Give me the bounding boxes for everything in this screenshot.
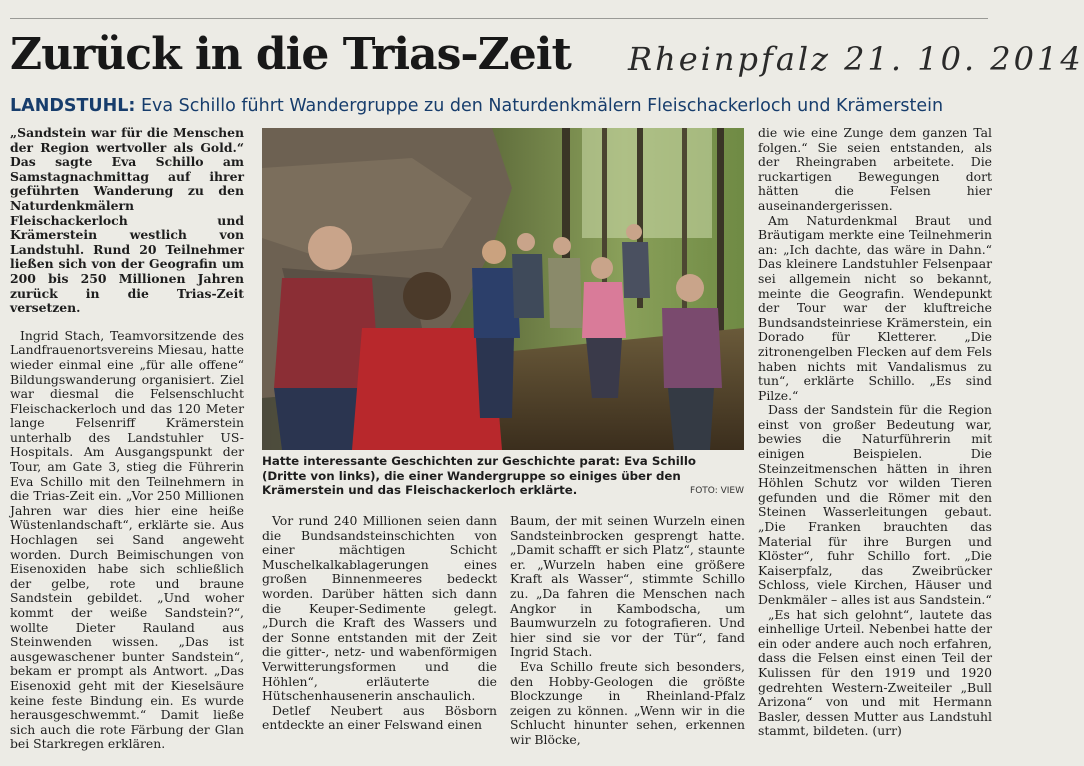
body-paragraph: Am Naturdenkmal Braut und Bräutigam merkte eine Teilnehmerin an: „Ich dachte, das wäre in Dahn.“ Das kleinere Landstuhler Felsenpaar sei allgemein nicht so bekannt, meinte die Geografin. Wendepunkt der Tour war der kluftreiche Bundsandsteinriese Krämerstein, ein Dorado für Kletterer. „Die zitronengelben Flecken auf dem Fels haben nichts mit Vandalismus zu tun“, erklärte Schillo. „Es sind Pilze.“: [758, 212, 992, 403]
body-paragraph: „Es hat sich gelohnt“, lautete das einhellige Urteil. Nebenbei hatte der ein oder andere auch noch erfahren, dass die Felsen einst einen Teil der Kulissen für den 1919 und 1920 gedrehten Western-Zweiteiler „Bull Arizona“ von und mit Hermann Basler, dessen Mutter aus Landstuhl stammt, bildeten. (urr): [758, 606, 992, 739]
top-rule: [10, 18, 988, 19]
headline: Zurück in die Trias-Zeit: [10, 29, 571, 80]
lead-paragraph: „Sandstein war für die Menschen der Region wertvoller als Gold.“ Das sagte Eva Schillo am Samstagnachmittag auf ihrer geführten Wanderung zu den Naturdenkmälern Fleischackerloch und Krämerstein westlich von Landstuhl. Rund 20 Teilnehmer ließen sich von der Geografin um 200 bis 250 Millionen Jahren zurück in die Trias-Zeit versetzen.: [10, 125, 244, 316]
subheadline-text: Eva Schillo führt Wandergruppe zu den Naturdenkmälern Fleischackerloch und Krämerstein: [135, 96, 944, 116]
article-column-3: [510, 514, 745, 760]
body-paragraph: Ingrid Stach, Teamvorsitzende des Landfrauenortsvereins Miesau, hatte wieder einmal eine „für alle offene“ Bildungswanderung organisiert. Ziel war diesmal die Felsenschlucht Fleischackerloch und das 120 Meter lange Felsenriff Krämerstein unterhalb des Landstuhler US-Hospitals. Am Ausgangspunkt der Tour, am Gate 3, stieg die Führerin Eva Schillo mit den Teilnehmern in die Trias-Zeit ein. „Vor 250 Millionen Jahren war dies hier eine heiße Wüstenlandschaft“, erklärte sie. Aus Hochlagen sei Sand angeweht worden. Durch Beimischungen von Eisenoxiden habe sich schließlich der gelbe, rote und braune Sandstein gebildet. „Und woher kommt der weiße Sandstein?“, wollte Dieter Rauland aus Steinwenden wissen. „Das ist ausgewaschener bunter Sandstein“, bekam er prompt als Antwort. „Das Eisenoxid geht mit der Kieselsäure keine feste Bindung ein. Es wurde herausgeschwemmt.“ Damit ließe sich auch die rote Färbung der Glan bei Starkregen erklären.: [10, 327, 244, 752]
photo-caption: Hatte interessante Geschichten zur Geschichte parat: Eva Schillo (Dritte von links), die einer Wandergruppe so einiges über den Krämerstein und das Fleischackerloch erklärte.: [262, 454, 697, 497]
photo-credit: FOTO: VIEW: [690, 486, 744, 496]
body-paragraph: Vor rund 240 Millionen seien dann die Bundsandsteinschichten von einer mächtigen Schicht Muschelkalkablagerungen eines großen Binnenmeeres bedeckt worden. Darüber hätten sich dann die Keuper-Sedimente gelegt. „Durch die Kraft des Wassers und der Sonne entstanden mit der Zeit die gitter-, netz- und wabenförmigen Verwitterungsformen und die Höhlen“, erläuterte die Hütschenhausenerin anschaulich.: [262, 513, 497, 704]
article-photo: [262, 128, 744, 450]
article-column-2: [262, 514, 497, 760]
body-paragraph: Eva Schillo freute sich besonders, den Hobby-Geologen die größte Blockzunge in Rheinland-Pfalz zeigen zu können. „Wenn wir in die Schlucht hinunter sehen, erkennen wir Blöcke,: [510, 658, 745, 747]
subheadline: [10, 95, 995, 117]
body-paragraph: Detlef Neubert aus Bösborn entdeckte an einer Felswand einen: [262, 702, 497, 733]
body-paragraph: Baum, der mit seinen Wurzeln einen Sandsteinbrocken gesprengt hatte. „Damit schafft er sich Platz“, staunte er. „Wurzeln haben eine größere Kraft als Wasser“, stimmte Schillo zu. „Da fahren die Menschen nach Angkor in Kambodscha, um Baumwurzeln zu fotografieren. Und hier sind sie vor der Tür“, fand Ingrid Stach.: [510, 513, 745, 660]
handwritten-source-note: Rheinpfalz 21. 10. 2014: [628, 40, 1084, 78]
article-column-4: [758, 126, 992, 760]
body-paragraph: Dass der Sandstein für die Region einst von großer Bedeutung war, bewies die Naturführerin mit einigen Beispielen. Die Steinzeitmenschen hätten in ihren Höhlen Schutz vor wilden Tieren gefunden und die Römer mit den Steinen Wasserleitungen gebaut. „Die Franken brauchten das Material für ihre Burgen und Klöster“, fuhr Schillo fort. „Die Kaiserpfalz, das Zweibrücker Schloss, viele Kirchen, Häuser und Denkmäler – alles ist aus Sandstein.“: [758, 402, 992, 607]
dateline-location: LANDSTUHL:: [10, 96, 136, 116]
article-column-1: [10, 126, 244, 760]
body-paragraph: die wie eine Zunge dem ganzen Tal folgen.“ Sie seien entstanden, als der Rheingraben arbeitete. Die ruckartigen Bewegungen dort hätten die Felsen hier auseinandergerissen.: [758, 125, 992, 213]
